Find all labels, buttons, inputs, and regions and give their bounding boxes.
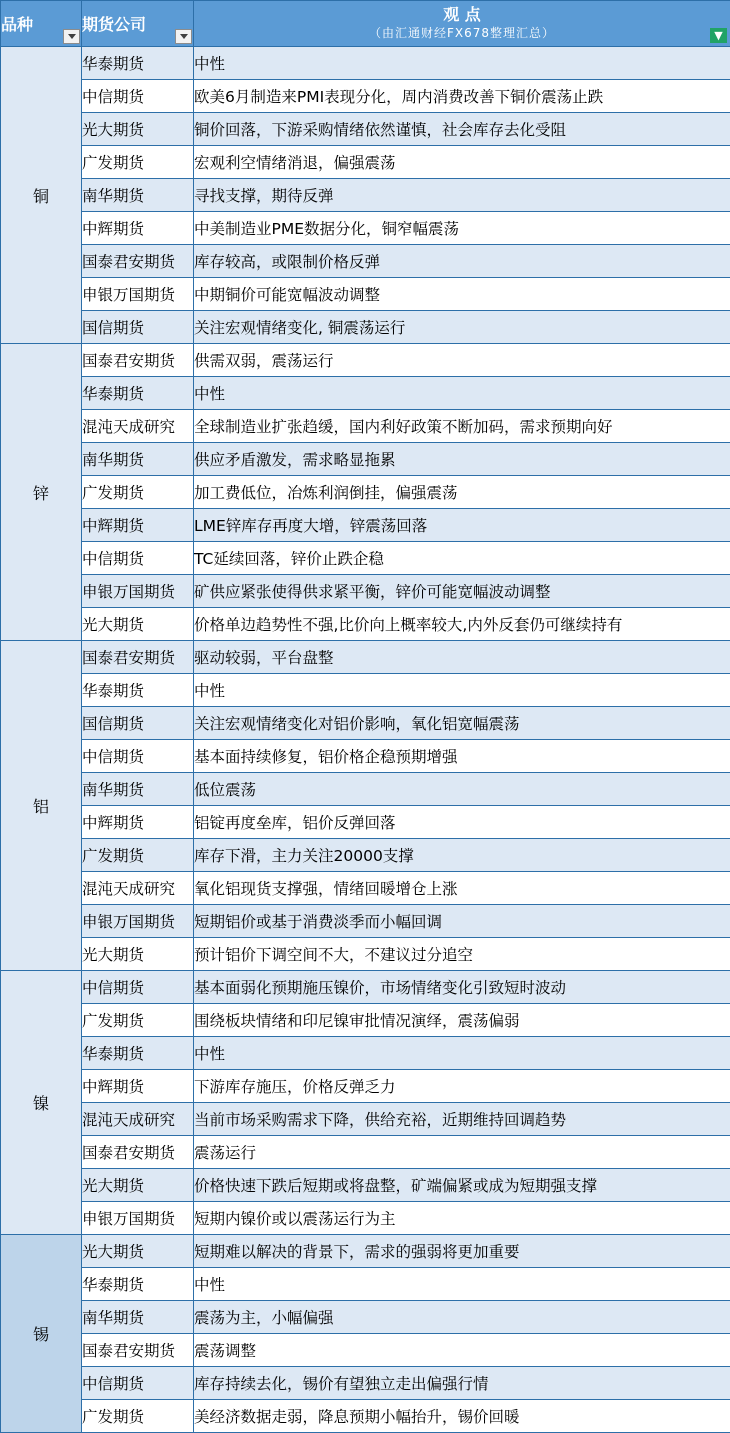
table-row xyxy=(1,443,730,476)
table-row xyxy=(1,641,730,674)
company-cell: 混沌天成研究 xyxy=(82,1103,194,1136)
table-row xyxy=(1,476,730,509)
company-cell: 中辉期货 xyxy=(82,212,194,245)
table-row xyxy=(1,377,730,410)
table-row xyxy=(1,1400,730,1433)
table-row xyxy=(1,740,730,773)
view-cell: 欧美6月制造来PMI表现分化，周内消费改善下铜价震荡止跌 xyxy=(194,80,730,113)
view-cell: 矿供应紧张使得供求紧平衡，锌价可能宽幅波动调整 xyxy=(194,575,730,608)
table-row xyxy=(1,410,730,443)
table-row xyxy=(1,773,730,806)
company-cell: 南华期货 xyxy=(82,179,194,212)
view-cell: 价格单边趋势性不强,比价向上概率较大,内外反套仍可继续持有 xyxy=(194,608,730,641)
table-row xyxy=(1,1136,730,1169)
company-cell: 华泰期货 xyxy=(82,47,194,80)
company-cell: 南华期货 xyxy=(82,443,194,476)
table-row xyxy=(1,146,730,179)
view-header-title: 观 点 xyxy=(443,4,481,24)
table-row xyxy=(1,113,730,146)
table-row xyxy=(1,1301,730,1334)
table-row xyxy=(1,1004,730,1037)
table-row xyxy=(1,575,730,608)
table-row xyxy=(1,872,730,905)
company-cell: 国泰君安期货 xyxy=(82,344,194,377)
table-row xyxy=(1,1235,730,1268)
table-row xyxy=(1,542,730,575)
company-cell: 华泰期货 xyxy=(82,1268,194,1301)
company-header-label: 期货公司 xyxy=(82,15,147,34)
view-cell: 围绕板块情绪和印尼镍审批情况演绎，震荡偏弱 xyxy=(194,1004,730,1037)
company-cell: 中信期货 xyxy=(82,1367,194,1400)
company-cell: 中信期货 xyxy=(82,80,194,113)
table-row xyxy=(1,1037,730,1070)
company-cell: 国泰君安期货 xyxy=(82,1334,194,1367)
table-row xyxy=(1,1367,730,1400)
table-row xyxy=(1,839,730,872)
table-row xyxy=(1,938,730,971)
view-cell: 预计铝价下调空间不大，不建议过分追空 xyxy=(194,938,730,971)
view-cell: 库存较高，或限制价格反弹 xyxy=(194,245,730,278)
view-cell: 美经济数据走弱，降息预期小幅抬升，锡价回暖 xyxy=(194,1400,730,1433)
company-cell: 广发期货 xyxy=(82,1004,194,1037)
company-cell: 中辉期货 xyxy=(82,806,194,839)
view-cell: 短期难以解决的背景下，需求的强弱将更加重要 xyxy=(194,1235,730,1268)
view-cell: 震荡调整 xyxy=(194,1334,730,1367)
company-cell: 光大期货 xyxy=(82,1169,194,1202)
company-filter-dropdown[interactable] xyxy=(175,29,192,44)
company-cell: 光大期货 xyxy=(82,113,194,146)
view-cell: 中期铜价可能宽幅波动调整 xyxy=(194,278,730,311)
company-cell: 申银万国期货 xyxy=(82,905,194,938)
company-cell: 国泰君安期货 xyxy=(82,641,194,674)
view-cell: 供需双弱，震荡运行 xyxy=(194,344,730,377)
view-header-subtitle: （由汇通财经FX678整理汇总） xyxy=(368,25,556,40)
view-cell: 震荡为主，小幅偏强 xyxy=(194,1301,730,1334)
table-row xyxy=(1,707,730,740)
view-cell: 铝锭再度垒库，铝价反弹回落 xyxy=(194,806,730,839)
chevron-down-icon xyxy=(68,34,76,39)
company-cell: 混沌天成研究 xyxy=(82,872,194,905)
view-cell: 当前市场采购需求下降，供给充裕，近期维持回调趋势 xyxy=(194,1103,730,1136)
table-row xyxy=(1,47,730,80)
view-cell: 库存持续去化，锡价有望独立走出偏强行情 xyxy=(194,1367,730,1400)
company-cell: 华泰期货 xyxy=(82,377,194,410)
header-row xyxy=(1,1,730,47)
company-cell: 中信期货 xyxy=(82,740,194,773)
company-cell: 光大期货 xyxy=(82,1235,194,1268)
company-cell: 混沌天成研究 xyxy=(82,410,194,443)
category-cell: 镍 xyxy=(1,971,82,1235)
view-cell: 下游库存施压，价格反弹乏力 xyxy=(194,1070,730,1103)
table-row xyxy=(1,278,730,311)
view-cell: 库存下滑，主力关注20000支撑 xyxy=(194,839,730,872)
company-cell: 光大期货 xyxy=(82,608,194,641)
view-cell: 供应矛盾激发，需求略显拖累 xyxy=(194,443,730,476)
category-cell: 锡 xyxy=(1,1235,82,1433)
table-row xyxy=(1,1334,730,1367)
view-cell: 中性 xyxy=(194,1268,730,1301)
company-cell: 申银万国期货 xyxy=(82,575,194,608)
table-body xyxy=(1,47,730,1433)
company-cell: 南华期货 xyxy=(82,1301,194,1334)
company-cell: 广发期货 xyxy=(82,839,194,872)
view-cell: 震荡运行 xyxy=(194,1136,730,1169)
table-row xyxy=(1,1202,730,1235)
view-cell: 中美制造业PME数据分化，铜窄幅震荡 xyxy=(194,212,730,245)
company-cell: 广发期货 xyxy=(82,1400,194,1433)
category-cell: 铜 xyxy=(1,47,82,344)
company-cell: 光大期货 xyxy=(82,938,194,971)
company-cell: 申银万国期货 xyxy=(82,278,194,311)
company-header xyxy=(82,1,194,47)
view-cell: 关注宏观情绪变化对铝价影响，氧化铝宽幅震荡 xyxy=(194,707,730,740)
category-filter-dropdown[interactable] xyxy=(63,29,80,44)
view-cell: 基本面弱化预期施压镍价，市场情绪变化引致短时波动 xyxy=(194,971,730,1004)
category-cell: 锌 xyxy=(1,344,82,641)
company-cell: 国信期货 xyxy=(82,311,194,344)
view-cell: 驱动较弱，平台盘整 xyxy=(194,641,730,674)
view-cell: 氧化铝现货支撑强，情绪回暖增仓上涨 xyxy=(194,872,730,905)
view-cell: 中性 xyxy=(194,47,730,80)
company-cell: 华泰期货 xyxy=(82,674,194,707)
view-header xyxy=(194,1,730,47)
table-row xyxy=(1,674,730,707)
company-cell: 中信期货 xyxy=(82,971,194,1004)
company-cell: 广发期货 xyxy=(82,476,194,509)
table-row xyxy=(1,80,730,113)
view-cell: 价格快速下跌后短期或将盘整，矿端偏紧或成为短期强支撑 xyxy=(194,1169,730,1202)
company-cell: 中辉期货 xyxy=(82,509,194,542)
table-row xyxy=(1,608,730,641)
view-cell: TC延续回落，锌价止跌企稳 xyxy=(194,542,730,575)
table-row xyxy=(1,344,730,377)
table-row xyxy=(1,971,730,1004)
company-cell: 广发期货 xyxy=(82,146,194,179)
company-cell: 申银万国期货 xyxy=(82,1202,194,1235)
view-cell: 短期内镍价或以震荡运行为主 xyxy=(194,1202,730,1235)
company-cell: 国信期货 xyxy=(82,707,194,740)
table-row xyxy=(1,509,730,542)
table-row xyxy=(1,311,730,344)
view-cell: LME锌库存再度大增，锌震荡回落 xyxy=(194,509,730,542)
view-cell: 关注宏观情绪变化, 铜震荡运行 xyxy=(194,311,730,344)
view-cell: 基本面持续修复，铝价格企稳预期增强 xyxy=(194,740,730,773)
company-cell: 国泰君安期货 xyxy=(82,1136,194,1169)
table-row xyxy=(1,905,730,938)
company-cell: 中信期货 xyxy=(82,542,194,575)
table-row xyxy=(1,212,730,245)
view-cell: 中性 xyxy=(194,674,730,707)
company-cell: 国泰君安期货 xyxy=(82,245,194,278)
table-row xyxy=(1,1070,730,1103)
view-cell: 短期铝价或基于消费淡季而小幅回调 xyxy=(194,905,730,938)
table-row xyxy=(1,806,730,839)
company-cell: 中辉期货 xyxy=(82,1070,194,1103)
table-row xyxy=(1,245,730,278)
table-row xyxy=(1,179,730,212)
chevron-down-icon xyxy=(180,34,188,39)
category-header xyxy=(1,1,82,47)
view-cell: 宏观利空情绪消退，偏强震荡 xyxy=(194,146,730,179)
company-cell: 华泰期货 xyxy=(82,1037,194,1070)
view-cell: 加工费低位，冶炼利润倒挂，偏强震荡 xyxy=(194,476,730,509)
category-header-label: 品种 xyxy=(1,15,34,34)
view-cell: 全球制造业扩张趋缓，国内利好政策不断加码，需求预期向好 xyxy=(194,410,730,443)
view-cell: 低位震荡 xyxy=(194,773,730,806)
table-row xyxy=(1,1103,730,1136)
view-cell: 寻找支撑，期待反弹 xyxy=(194,179,730,212)
table-row xyxy=(1,1268,730,1301)
company-cell: 南华期货 xyxy=(82,773,194,806)
table-row xyxy=(1,1169,730,1202)
filter-applied-icon[interactable]: ▼ xyxy=(710,28,727,43)
view-cell: 中性 xyxy=(194,377,730,410)
category-cell: 铝 xyxy=(1,641,82,971)
view-cell: 中性 xyxy=(194,1037,730,1070)
view-cell: 铜价回落，下游采购情绪依然谨慎，社会库存去化受阻 xyxy=(194,113,730,146)
